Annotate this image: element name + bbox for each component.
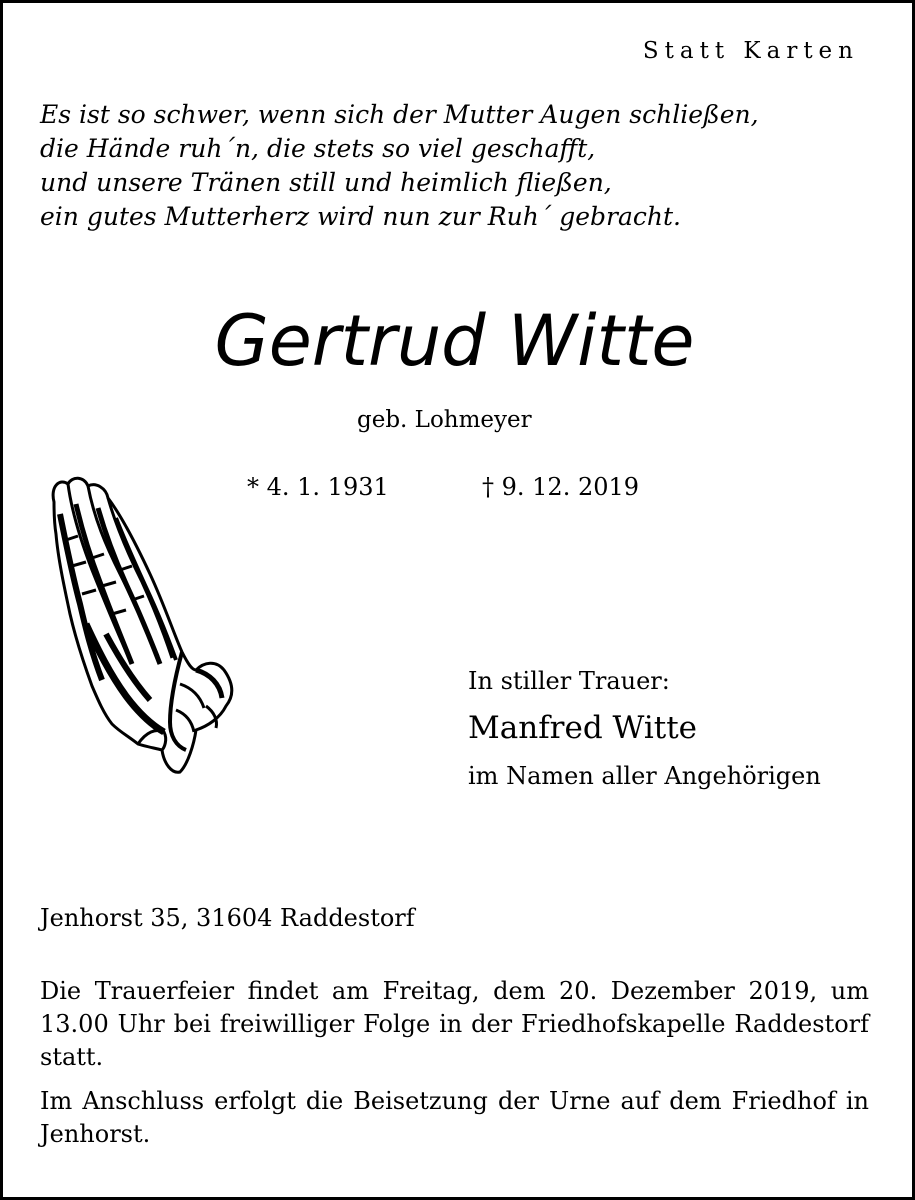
maiden-name: geb. Lohmeyer [357, 407, 532, 433]
address: Jenhorst 35, 31604 Raddestorf [40, 904, 415, 932]
burial-paragraph: Im Anschluss erfolgt die Beisetzung der Urne auf dem Friedhof in Jenhorst. [40, 1087, 869, 1148]
praying-hands-icon [46, 474, 236, 776]
statt-karten-heading: Statt Karten [642, 38, 859, 64]
poem-line: die Hände ruh´n, die stets so viel geschafft, [40, 134, 596, 163]
mourners-block [468, 664, 821, 793]
birth-date: * 4. 1. 1931 [247, 473, 389, 501]
death-date: † 9. 12. 2019 [482, 473, 640, 501]
poem-line: und unsere Tränen still und heimlich fließen, [40, 168, 612, 197]
deceased-name: Gertrud Witte [214, 300, 695, 382]
mourners-label: In stiller Trauer: [468, 667, 670, 695]
mourner-name: Manfred Witte [468, 710, 698, 746]
poem [40, 98, 759, 234]
mourners-subtitle: im Namen aller Angehörigen [468, 762, 821, 790]
poem-line: ein gutes Mutterherz wird nun zur Ruh´ gebracht. [40, 202, 682, 231]
poem-line: Es ist so schwer, wenn sich der Mutter Augen schließen, [40, 100, 759, 129]
ceremony-paragraph: Die Trauerfeier findet am Freitag, dem 20. Dezember 2019, um 13.00 Uhr bei freiwilliger Folge in der Friedhofskapelle Raddestorf statt. [40, 977, 869, 1071]
